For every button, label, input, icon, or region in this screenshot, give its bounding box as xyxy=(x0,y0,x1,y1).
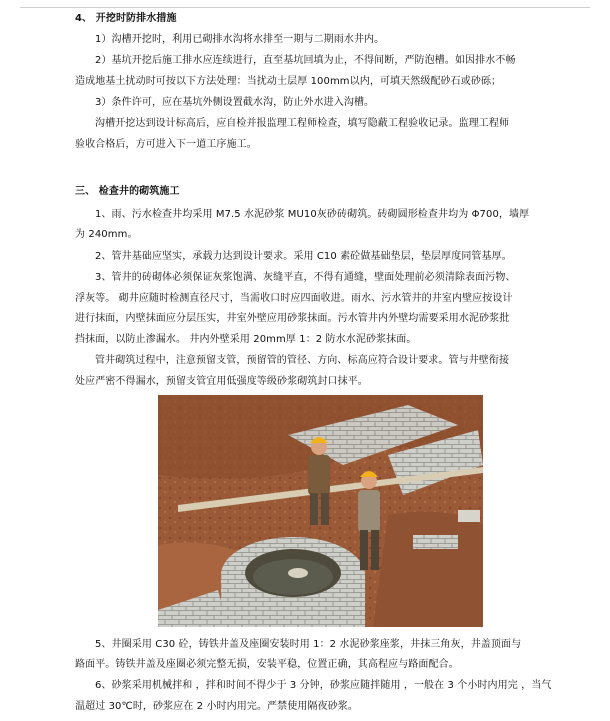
paragraph-line: 3）条件许可，应在基坑外侧设置截水沟，防止外水进入沟槽。 xyxy=(95,97,375,108)
paragraph-line: 为 240mm。 xyxy=(75,229,138,240)
section-4-title: 4、 开挖时防排水措施 xyxy=(75,13,177,24)
paragraph-line: 1、雨、污水检查井均采用 M7.5 水泥砂浆 MU10灰砂砖砌筑。砖砌圆形检查井均为 Φ700，墙厚 xyxy=(95,209,530,220)
section-3-title: 三、 检查井的砌筑施工 xyxy=(75,186,180,197)
paragraph-line: 造成地基土扰动时可按以下方法处理：当扰动土层厚 100mm以内，可填天然级配砂石或砂砾； xyxy=(75,76,502,87)
paragraph-line: 2、管井基础应坚实，承载力达到设计要求。采用 C10 素砼做基础垫层，垫层厚度同管基厚。 xyxy=(95,251,512,262)
paragraph-line: 2）基坑开挖后施工排水应连续进行，直至基坑回填为止，不得间断，严防泡槽。如因排水不畅 xyxy=(95,55,516,66)
paragraph-line: 管井砌筑过程中，注意预留支管，预留管的管径、方向、标高应符合设计要求。管与井壁衔接 xyxy=(95,355,510,366)
paragraph-line: 3、管井的砖砌体必须保证灰浆饱满、灰缝平直，不得有通缝，壁面处理前必须清除表面污物、 xyxy=(95,272,516,283)
paragraph-line: 验收合格后，方可进入下一道工序施工。 xyxy=(75,139,257,150)
paragraph-line: 5、井圈采用 C30 砼，铸铁井盖及座圈安装时用 1：2 水泥砂浆座浆，井抹三角灰，井盖顶面与 xyxy=(95,639,522,650)
paragraph-line: 路面平。铸铁井盖及座圈必须完整无损，安装平稳，位置正确，其高程应与路面配合。 xyxy=(75,659,459,670)
paragraph-line: 处应严密不得漏水，预留支管宜用低强度等级砂浆砌筑封口抹平。 xyxy=(75,376,368,387)
construction-photo xyxy=(158,395,483,627)
paragraph-line: 1）沟槽开挖时，利用已砌排水沟将水排至一期与二期雨水井内。 xyxy=(95,34,385,45)
paragraph-line: 挡抹面，以防止渗漏水。 井内外壁采用 20mm厚 1：2 防水水泥砂浆抹面。 xyxy=(75,334,417,345)
paragraph-line: 沟槽开挖达到设计标高后，应自检并报监理工程师检查，填写隐蔽工程验收记录。监理工程师 xyxy=(95,118,510,129)
paragraph-line: 浮灰等。 砌井应随时检测直径尺寸，当需收口时应四面收进。雨水、污水管井的井室内壁应按设计 xyxy=(75,293,513,304)
paragraph-line: 温超过 30℃时，砂浆应在 2 小时内用完。严禁使用隔夜砂浆。 xyxy=(75,701,358,712)
paragraph-line: 6、砂浆采用机械拌和 ，拌和时间不得少于 3 分钟，砂浆应随拌随用 ，一般在 3 个小时内用完 ，当气 xyxy=(95,680,552,691)
paragraph-line: 进行抹面，内壁抹面应分层压实，井室外壁应用砂浆抹面。污水管井内外壁均需要采用水泥砂浆批 xyxy=(75,313,510,324)
header-rule xyxy=(20,7,590,8)
